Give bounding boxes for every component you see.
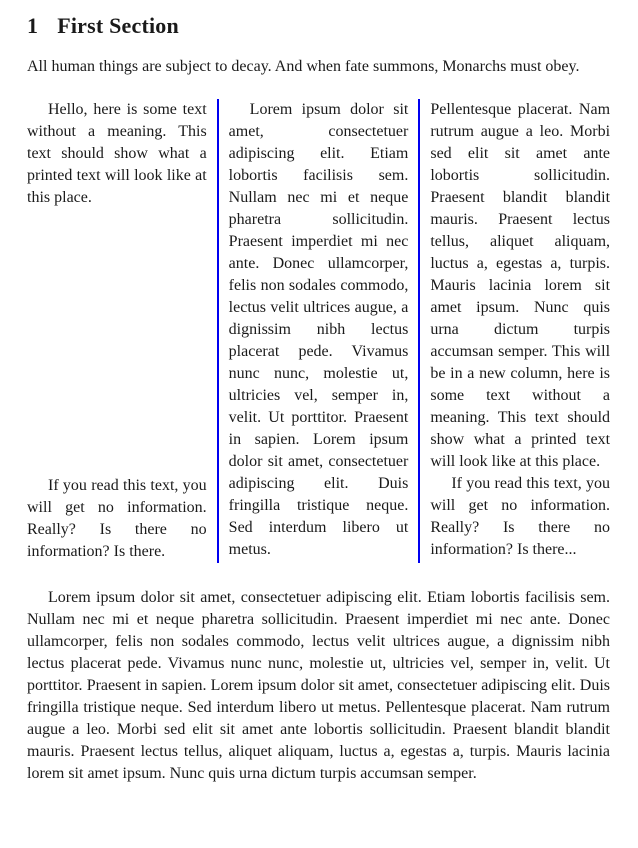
section-title: First Section <box>57 13 179 38</box>
column-2 <box>229 99 409 563</box>
column-separator-rule-2 <box>418 99 420 563</box>
closing-paragraph: Lorem ipsum dolor sit amet, consectetuer adipiscing elit. Etiam lobortis facilisis sem. Nullam nec mi et neque pharetra sollicitudin. Praesent imperdiet mi nec ante. Donec ullamcorper, felis non sodales commodo, lectus velit ultrices augue, a dignissim nibh lectus placerat pede. Vivamus nunc nunc, molestie ut, ultricies vel, semper in, velit. Ut porttitor. Praesent in sapien. Lorem ipsum dolor sit amet, consectetuer adipiscing elit. Duis fringilla tristique neque. Sed interdum libero ut metus. Pellentesque placerat. Nam rutrum augue a leo. Morbi sed elit sit amet ante lobortis sollicitudin. Praesent blandit blandit mauris. Praesent lectus tellus, aliquet aliquam, luctus a, egestas a, turpis. Mauris lacinia lorem sit amet ipsum. Nunc quis urna dictum turpis accumsan semper. <box>27 589 610 782</box>
column3-paragraph-1: Pellentesque placerat. Nam rutrum augue a leo. Morbi sed elit sit amet ante lobortis sollicitudin. Praesent blandit blandit mauris. Praesent lectus tellus, aliquet aliquam, luctus a, egestas a, turpis. Mauris lacinia lorem sit amet ipsum. Nunc quis urna dictum turpis accumsan semper. This will be in a new column, here is some text without a meaning. This text should show what a printed text will look like at this place. <box>430 101 611 470</box>
column-3 <box>430 99 610 563</box>
column2-paragraph: Lorem ipsum dolor sit amet, consectetuer adipiscing elit. Etiam lobortis facilisis sem. Nullam nec mi et neque pharetra sollicitudin. Praesent imperdiet mi nec ante. Donec ullamcorper, felis non sodales commodo, lectus velit ultrices augue, a dignissim nibh lectus placerat pede. Vivamus nunc nunc, molestie ut, ultricies vel, semper in, velit. Ut porttitor. Praesent in sapien. Lorem ipsum dolor sit amet, consectetuer adipiscing elit. Duis fringilla tristique neque. Sed interdum libero ut metus. <box>228 101 409 558</box>
section-heading <box>27 13 610 39</box>
column1-bottom-paragraph: If you read this text, you will get no information. Really? Is there no information? Is there. <box>27 477 207 560</box>
three-column-layout <box>27 99 610 563</box>
column-1 <box>27 99 207 563</box>
column-separator-rule-1 <box>217 99 219 563</box>
column1-top-paragraph: Hello, here is some text without a meaning. This text should show what a printed text will look like at this place. <box>27 101 207 206</box>
section-number: 1 <box>27 13 39 38</box>
intro-paragraph: All human things are subject to decay. And when fate summons, Monarchs must obey. <box>27 58 580 75</box>
column3-paragraph-2: If you read this text, you will get no information. Really? Is there no information? Is there... <box>430 475 611 558</box>
